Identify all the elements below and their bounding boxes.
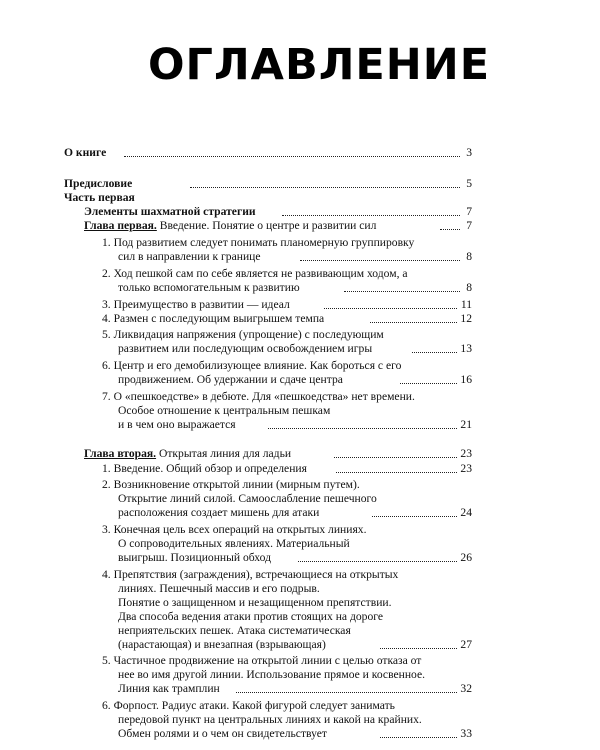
toc-entry-text: Понятие о защищенном и незащищенном препятствии. bbox=[118, 596, 392, 609]
toc-entry-continued[interactable] bbox=[0, 682, 600, 696]
page-number: 11 bbox=[460, 298, 472, 311]
toc-entry-continued[interactable] bbox=[0, 250, 600, 264]
toc-entry[interactable] bbox=[0, 328, 600, 342]
leader-dots bbox=[372, 516, 457, 517]
leader-dots bbox=[334, 457, 457, 458]
toc-entry-text: 1. Введение. Общий обзор и определения bbox=[102, 462, 307, 475]
page-number: 12 bbox=[460, 312, 472, 325]
toc-entry[interactable] bbox=[0, 267, 600, 281]
chapter-label: Глава первая. bbox=[84, 219, 157, 232]
page-number: 27 bbox=[460, 638, 472, 651]
page-number: 5 bbox=[466, 177, 472, 190]
chapter-label: Глава вторая. bbox=[84, 447, 157, 460]
chapter-title: Введение. Понятие о центре и развитии сил bbox=[156, 219, 377, 232]
toc-entry-continued[interactable] bbox=[0, 551, 600, 565]
toc-entry-text: Элементы шахматной стратегии bbox=[84, 205, 256, 218]
toc-entry[interactable] bbox=[0, 298, 600, 312]
toc-entry-text: Два способа ведения атаки против стоящих на дороге bbox=[118, 610, 383, 623]
toc-entry[interactable] bbox=[0, 523, 600, 537]
toc-entry-continued[interactable] bbox=[0, 506, 600, 520]
toc-entry[interactable] bbox=[0, 236, 600, 250]
toc-entry-continued[interactable] bbox=[0, 727, 600, 741]
toc-entry-text bbox=[84, 219, 377, 233]
toc-entry-text bbox=[84, 447, 292, 461]
page-number: 26 bbox=[460, 551, 472, 564]
page-number: 23 bbox=[460, 447, 472, 460]
toc-entry-text: 7. О «пешкоедстве» в дебюте. Для «пешкоедства» нет времени. bbox=[102, 390, 415, 403]
toc-entry-text: 6. Центр и его демобилизующее влияние. Как бороться с его bbox=[102, 359, 402, 372]
page-number: 3 bbox=[466, 146, 472, 159]
leader-dots bbox=[412, 352, 457, 353]
toc-entry[interactable] bbox=[0, 462, 600, 476]
toc-entry-continued[interactable] bbox=[0, 713, 600, 727]
toc-entry[interactable] bbox=[0, 312, 600, 326]
leader-dots bbox=[344, 291, 460, 292]
toc-entry-text: передовой пункт на центральных линиях и какой на крайних. bbox=[118, 713, 422, 726]
leader-dots bbox=[440, 229, 460, 230]
leader-dots bbox=[370, 322, 457, 323]
page-number: 8 bbox=[466, 281, 472, 294]
leader-dots bbox=[336, 472, 457, 473]
toc-entry[interactable] bbox=[0, 219, 600, 233]
leader-dots bbox=[400, 383, 457, 384]
leader-dots bbox=[268, 428, 457, 429]
page-number: 24 bbox=[460, 506, 472, 519]
toc-entry[interactable] bbox=[0, 568, 600, 582]
toc-entry-text: О книге bbox=[64, 146, 107, 159]
toc-entry-text: Предисловие bbox=[64, 177, 133, 190]
toc-entry-text: 4. Размен с последующим выигрышем темпа bbox=[102, 312, 325, 325]
toc-entry-text: расположения создает мишень для атаки bbox=[118, 506, 320, 519]
toc-entry-continued[interactable] bbox=[0, 404, 600, 418]
part-heading-text: Часть первая bbox=[64, 191, 135, 204]
leader-dots bbox=[298, 561, 457, 562]
toc-entry-continued[interactable] bbox=[0, 582, 600, 596]
toc-entry-text: 3. Конечная цель всех операций на открытых линиях. bbox=[102, 523, 367, 536]
toc-entry-text: 2. Ход пешкой сам по себе является не развивающим ходом, а bbox=[102, 267, 408, 280]
toc-entry[interactable] bbox=[0, 654, 600, 668]
toc-entry[interactable] bbox=[0, 359, 600, 373]
toc-entry-text: 4. Препятствия (заграждения), встречающиеся на открытых bbox=[102, 568, 399, 581]
toc-entry-text: Особое отношение к центральным пешкам bbox=[118, 404, 331, 417]
toc-entry-continued[interactable] bbox=[0, 624, 600, 638]
toc-entry-continued[interactable] bbox=[0, 610, 600, 624]
toc-entry-continued[interactable] bbox=[0, 281, 600, 295]
toc-entry-continued[interactable] bbox=[0, 492, 600, 506]
toc-entry-continued[interactable] bbox=[0, 537, 600, 551]
page-title: ОГЛАВЛЕНИЕ bbox=[148, 40, 491, 90]
toc-entry-text: 6. Форпост. Радиус атаки. Какой фигурой следует занимать bbox=[102, 699, 395, 712]
toc-entry-text: 1. Под развитием следует понимать планомерную группировку bbox=[102, 236, 415, 249]
toc-entry[interactable] bbox=[0, 146, 600, 160]
toc-entry[interactable] bbox=[0, 699, 600, 713]
leader-dots bbox=[124, 156, 460, 157]
toc-entry[interactable] bbox=[0, 447, 600, 461]
page-number: 7 bbox=[466, 219, 472, 232]
chapter-title: Открытая линия для ладьи bbox=[156, 447, 292, 460]
toc-entry-text: сил в направлении к границе bbox=[118, 250, 261, 263]
toc-entry[interactable] bbox=[0, 177, 600, 191]
leader-dots bbox=[380, 648, 457, 649]
toc-entry-text: Обмен ролями и о чем он свидетельствует bbox=[118, 727, 327, 740]
toc-entry-text: 2. Возникновение открытой линии (мирным путем). bbox=[102, 478, 360, 491]
toc-entry[interactable] bbox=[0, 478, 600, 492]
page-number: 32 bbox=[460, 682, 472, 695]
toc-entry-text: Открытие линий силой. Самоослабление пешечного bbox=[118, 492, 377, 505]
toc-entry-text: развитием или последующим освобождением игры bbox=[118, 342, 373, 355]
toc-entry-text: только вспомогательным к развитию bbox=[118, 281, 300, 294]
toc-entry-text: 5. Ликвидация напряжения (упрощение) с последующим bbox=[102, 328, 384, 341]
leader-dots bbox=[324, 308, 457, 309]
toc-entry-continued[interactable] bbox=[0, 668, 600, 682]
leader-dots bbox=[380, 737, 457, 738]
page-number: 7 bbox=[466, 205, 472, 218]
toc-entry-continued[interactable] bbox=[0, 373, 600, 387]
leader-dots bbox=[190, 187, 460, 188]
toc-entry-continued[interactable] bbox=[0, 418, 600, 432]
toc-entry-text: Линия как трамплин bbox=[118, 682, 220, 695]
toc-entry[interactable] bbox=[0, 390, 600, 404]
part-heading bbox=[0, 191, 600, 205]
page-number: 16 bbox=[460, 373, 472, 386]
page-number: 8 bbox=[466, 250, 472, 263]
page-number: 21 bbox=[460, 418, 472, 431]
leader-dots bbox=[236, 692, 457, 693]
toc-entry-text: 5. Частичное продвижение на открытой линии с целью отказа от bbox=[102, 654, 422, 667]
toc-entry-continued[interactable] bbox=[0, 342, 600, 356]
page-number: 33 bbox=[460, 727, 472, 740]
toc-entry-text: линиях. Пешечный массив и его подрыв. bbox=[118, 582, 320, 595]
leader-dots bbox=[300, 260, 460, 261]
toc-entry-text: выигрыш. Позиционный обход bbox=[118, 551, 271, 564]
toc-entry-text: продвижением. Об удержании и сдаче центра bbox=[118, 373, 343, 386]
toc-entry-text: нее во имя другой линии. Использование прямое и косвенное. bbox=[118, 668, 426, 681]
toc-entry-text: 3. Преимущество в развитии — идеал bbox=[102, 298, 290, 311]
toc-entry-continued[interactable] bbox=[0, 638, 600, 652]
toc-entry[interactable] bbox=[0, 205, 600, 219]
leader-dots bbox=[282, 215, 460, 216]
page-number: 13 bbox=[460, 342, 472, 355]
toc-entry-text: О сопроводительных явлениях. Материальный bbox=[118, 537, 350, 550]
page-number: 23 bbox=[460, 462, 472, 475]
toc-entry-text: и в чем оно выражается bbox=[118, 418, 236, 431]
toc-entry-text: (нарастающая) и внезапная (взрывающая) bbox=[118, 638, 326, 651]
toc-entry-text: неприятельских пешек. Атака систематическая bbox=[118, 624, 351, 637]
toc-entry-continued[interactable] bbox=[0, 596, 600, 610]
